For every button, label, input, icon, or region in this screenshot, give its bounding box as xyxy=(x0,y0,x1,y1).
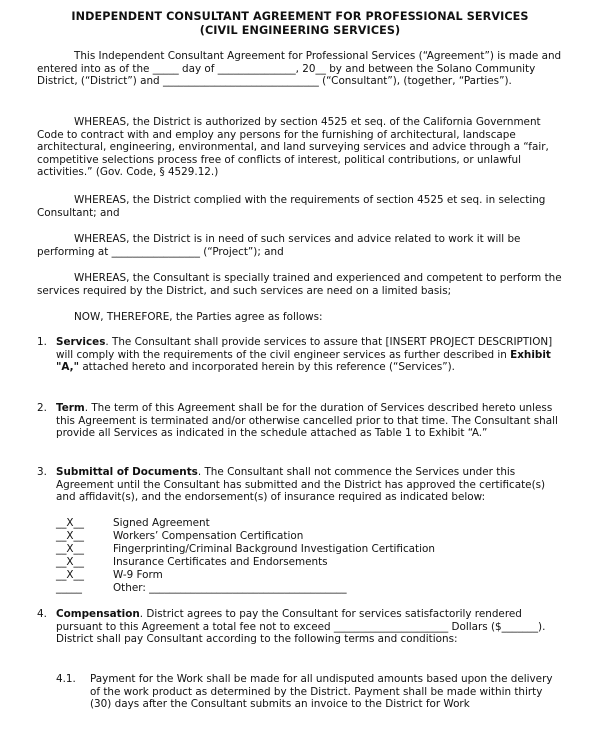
checklist-label: Fingerprinting/Criminal Background Investigation Certification xyxy=(113,543,435,555)
checklist-mark: __X__ xyxy=(56,543,84,555)
section-text: . The Consultant shall not commence the Services under this Agreement until the Consultant has submitted and the District has approved the certificate(s) and affidavit(s), and the endorsement(s) of insurance required as indicated below: xyxy=(56,466,546,504)
now-therefore-paragraph: NOW, THEREFORE, the Parties agree as follows: xyxy=(74,311,323,323)
document-title: INDEPENDENT CONSULTANT AGREEMENT FOR PROFESSIONAL SERVICES xyxy=(71,10,529,23)
section-text: . The Consultant shall provide services to assure that [INSERT PROJECT DESCRIPTION] will comply with the requirements of the civil engineer services as further described in xyxy=(56,336,553,361)
checklist-mark: __X__ xyxy=(56,517,84,529)
section-number: 3. xyxy=(37,466,47,478)
checklist-mark: __X__ xyxy=(56,569,84,581)
checklist-mark: _____ xyxy=(56,582,82,594)
checklist-label: Workers’ Compensation Certification xyxy=(113,530,304,542)
checklist-label: W-9 Form xyxy=(113,569,163,581)
section-services xyxy=(56,336,564,374)
exhibit-reference: Exhibit "A," xyxy=(56,348,551,374)
subsection-number: 4.1. xyxy=(56,673,76,685)
section-text-continued: attached hereto and incorporated herein by this reference (“Services”). xyxy=(79,361,455,374)
section-number: 4. xyxy=(37,608,47,620)
whereas-paragraph-3: WHEREAS, the District is in need of such services and advice related to work it will be performing at _________________ (“Project”); and xyxy=(37,233,521,258)
section-text: . The term of this Agreement shall be for the duration of Services described hereto unless this Agreement is terminated and/or otherwise cancelled prior to that time. The Consultant shall provide all Services as indicated in the schedule attached as Table 1 to Exhibit “A.” xyxy=(56,402,558,440)
section-term xyxy=(56,402,564,440)
section-heading: Compensation xyxy=(56,608,140,620)
checklist-mark: __X__ xyxy=(56,530,84,542)
section-number: 1. xyxy=(37,336,47,348)
document-subtitle: (CIVIL ENGINEERING SERVICES) xyxy=(199,24,401,37)
checklist-label: Other: ______________________________________ xyxy=(113,582,347,594)
section-heading: Term xyxy=(56,402,85,414)
preamble-paragraph: This Independent Consultant Agreement for Professional Services (“Agreement”) is made and entered into as of the _____ day of _______________, 20__ by and between the Solano Community District, (“District”) and ______________________________ (“Consultant”), (together, “Parties”). xyxy=(37,50,562,88)
section-text: . District agrees to pay the Consultant for services satisfactorily rendered pursuant to this Agreement a total fee not to exceed ______________________ Dollars ($_______). District shall pay Consultant according to the following terms and conditions: xyxy=(56,608,546,646)
checklist-label: Insurance Certificates and Endorsements xyxy=(113,556,328,568)
whereas-paragraph-1: WHEREAS, the District is authorized by section 4525 et seq. of the California Government Code to contract with and employ any persons for the furnishing of architectural, landscape architectural, engineering, environmental, and land surveying services and advice through a “fair, competitive selections process free of conflicts of interest, political contributions, or unlawful activities.” (Gov. Code, § 4529.12.) xyxy=(37,116,549,179)
section-heading: Submittal of Documents xyxy=(56,466,198,478)
whereas-paragraph-2: WHEREAS, the District complied with the requirements of section 4525 et seq. in selecting Consultant; and xyxy=(37,194,546,219)
checklist-mark: __X__ xyxy=(56,556,84,568)
section-submittal xyxy=(56,466,564,504)
section-heading: Services xyxy=(56,336,106,348)
section-compensation xyxy=(56,608,564,646)
whereas-paragraph-4: WHEREAS, the Consultant is specially trained and experienced and competent to perform the services required by the District, and such services are need on a limited basis; xyxy=(37,272,562,297)
checklist-label: Signed Agreement xyxy=(113,517,210,529)
subsection-payment: Payment for the Work shall be made for all undisputed amounts based upon the delivery of the work product as determined by the District. Payment shall be made within thirty (30) days after the Consultant submits an invoice to the District for Work xyxy=(90,673,553,711)
section-number: 2. xyxy=(37,402,47,414)
